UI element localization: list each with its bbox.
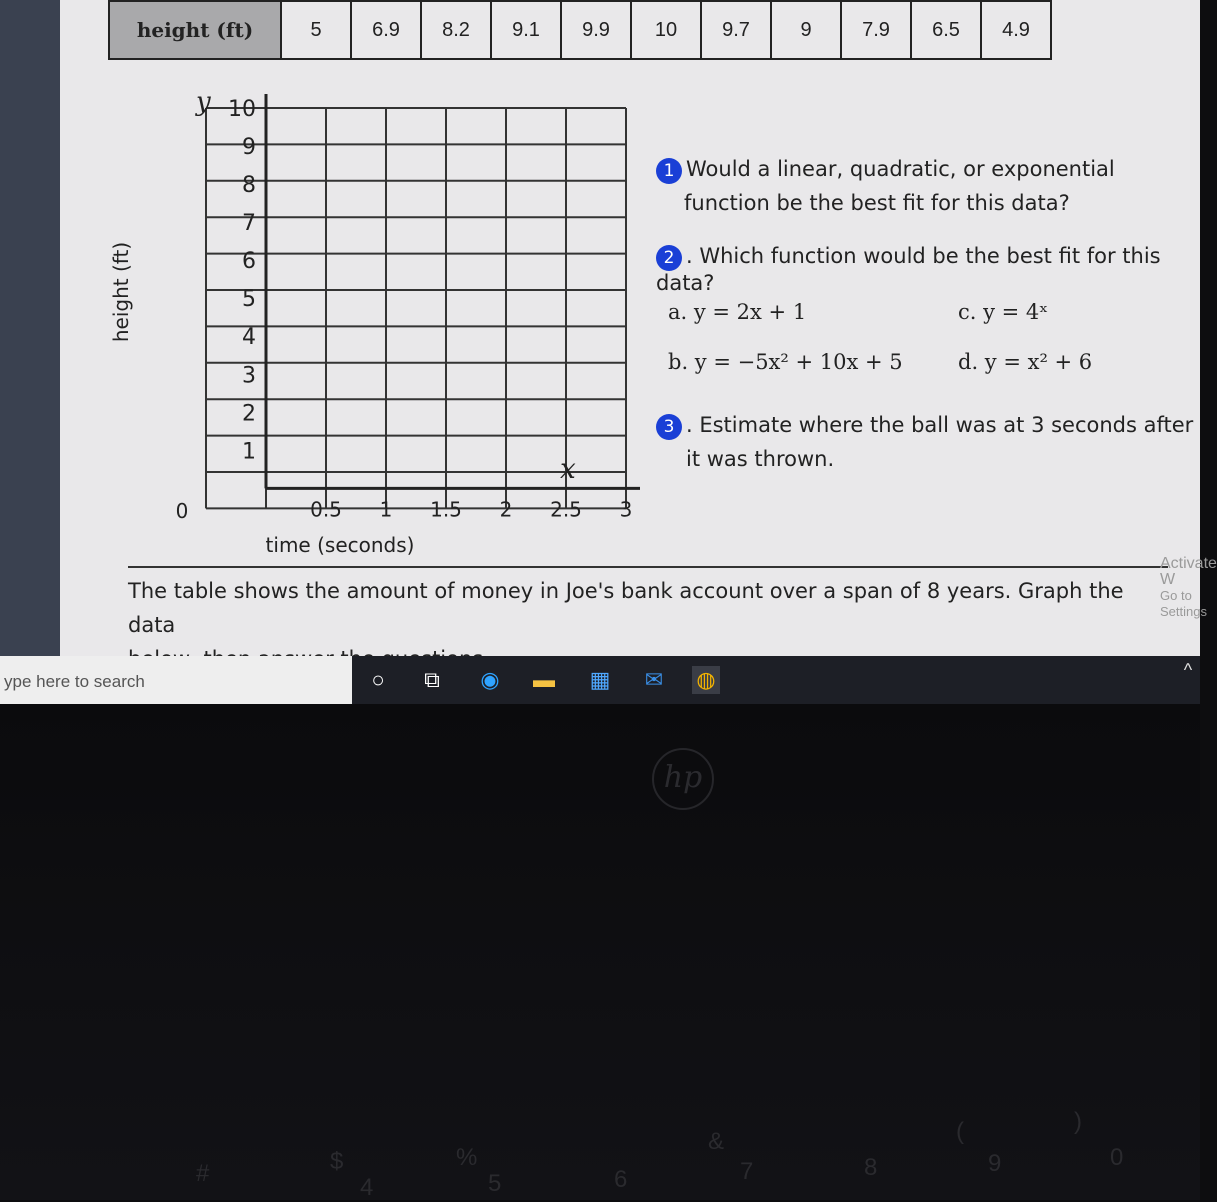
table-cell: 8.2 [421,1,491,59]
blank-coordinate-grid[interactable] [100,82,660,562]
table-cell: 9.1 [491,1,561,59]
y-tick-label: 4 [242,325,256,351]
keyboard-key: % [456,1144,478,1171]
windows-taskbar [0,656,1200,704]
keyboard-key: 9 [988,1150,1002,1177]
next-problem-line: The table shows the amount of money in Joe's bank account over a span of 8 years. Graph the data [128,579,1124,637]
table-cell: 10 [631,1,701,59]
x-tick-label: 2 [499,497,513,522]
question-text: . Estimate where the ball was at 3 seconds after [686,413,1194,437]
origin-label: 0 [175,499,189,523]
keyboard-key: # [196,1160,210,1187]
x-tick-label: 2.5 [550,497,582,522]
table-cell: 4.9 [981,1,1051,59]
x-axis-letter: x [560,452,576,485]
x-tick-label: 1.5 [430,497,462,522]
edge-browser-icon[interactable]: ◉ [480,667,500,692]
y-tick-labels [228,97,256,464]
x-axis-label: time (seconds) [265,533,415,557]
keyboard-key: ( [956,1118,964,1145]
table-header-cell: height (ft) [109,1,281,59]
question-3 [656,408,1193,476]
table-cell: 6.5 [911,1,981,59]
y-tick-label: 10 [228,97,256,122]
y-tick-label: 6 [242,249,256,275]
keyboard-key: 6 [614,1166,628,1193]
height-table-area [108,0,1068,66]
keyboard-key: 8 [864,1154,878,1181]
y-tick-label: 3 [242,363,256,389]
y-tick-label: 1 [242,439,256,465]
choice-d: d. y = x² + 6 [958,350,1093,374]
x-tick-label: 1 [379,497,393,522]
keyboard-key: $ [330,1148,344,1175]
table-cell: 9.9 [561,1,631,59]
chrome-browser-icon[interactable]: ◍ [692,666,720,694]
question-2 [656,244,1200,295]
watermark-line: Go to Settings [1160,588,1207,619]
keyboard-key: ) [1074,1108,1082,1135]
table-cell: 6.9 [351,1,421,59]
keyboard-key: & [708,1128,725,1155]
search-placeholder: ype here to search [4,672,145,691]
table-cell: 9 [771,1,841,59]
choice-c: c. y = 4ˣ [958,300,1049,324]
question-text: Would a linear, quadratic, or exponential [686,157,1115,181]
cortana-icon[interactable]: ○ [371,667,385,692]
y-tick-label: 2 [242,401,256,427]
choice-b: b. y = −5x² + 10x + 5 [668,350,903,374]
mail-icon[interactable]: ✉ [644,667,664,692]
laptop-keyboard [0,704,1200,1200]
y-tick-label: 5 [242,287,256,313]
activate-windows-watermark [1160,556,1217,620]
table-cell: 9.7 [701,1,771,59]
question-text: . Which function would be the best fit for this data? [656,244,1161,295]
keyboard-key: 5 [488,1170,502,1197]
y-axis-letter: y [196,87,211,117]
question-1 [656,152,1115,220]
chevron-up-icon[interactable]: ^ [1183,660,1193,680]
x-tick-label: 3 [619,497,633,522]
y-axis-label: height (ft) [109,241,133,343]
table-cell: 7.9 [841,1,911,59]
y-tick-label: 7 [242,211,256,237]
watermark-line: Activate W [1160,555,1217,588]
axes [266,94,640,488]
question-text: function be the best fit for this data? [684,191,1070,215]
grid-lines [206,108,626,508]
question-number-badge: 1 [656,158,682,184]
choice-a: a. y = 2x + 1 [668,300,807,324]
store-icon[interactable]: ▦ [589,667,611,692]
table-cell: 5 [281,1,351,59]
task-view-icon[interactable]: ⧉ [424,667,440,692]
question-number-badge: 3 [656,414,682,440]
height-table [108,0,1052,60]
y-tick-label: 9 [242,135,256,161]
keyboard-key: 0 [1110,1144,1124,1171]
x-tick-label: 0.5 [310,497,342,522]
worksheet-page [60,0,1217,660]
keyboard-key: 4 [360,1174,374,1201]
hp-logo: hp [652,748,714,810]
file-explorer-icon[interactable]: ▬ [533,667,555,692]
keyboard-key: 7 [740,1158,754,1185]
question-text: it was thrown. [686,447,835,471]
x-tick-labels [310,497,632,521]
question-number-badge: 2 [656,245,682,271]
y-tick-label: 8 [242,173,256,199]
taskbar-search-box[interactable] [0,656,352,704]
